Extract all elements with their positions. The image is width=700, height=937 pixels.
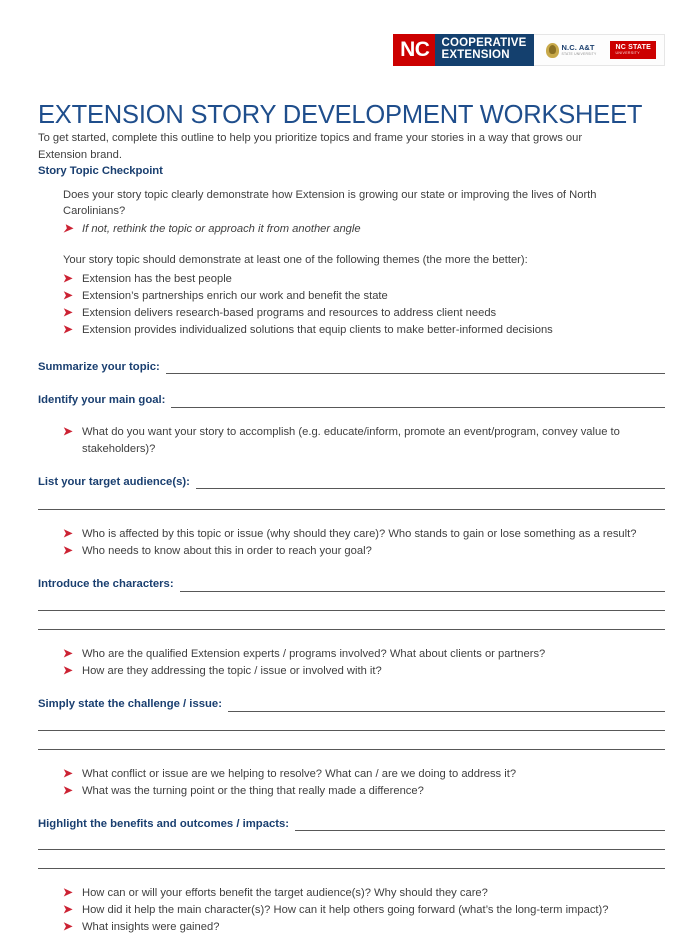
nc-at-logo — [546, 43, 597, 58]
field-introduce-characters[interactable] — [38, 578, 665, 592]
list-item-label: What was the turning point or the thing that really made a difference? — [82, 784, 424, 797]
field-summarize-topic[interactable] — [38, 361, 665, 375]
arrow-bullet-icon: ➤ — [63, 272, 73, 285]
write-in-line[interactable] — [180, 580, 665, 592]
benefits-prompt-list — [63, 885, 665, 936]
nc-logo-mark: NC — [393, 34, 435, 66]
nc-state-subtitle: UNIVERSITY — [615, 51, 641, 56]
field-label-summarize: Summarize your topic: — [38, 360, 160, 373]
partner-logos — [534, 34, 665, 66]
nc-state-logo — [610, 41, 656, 59]
list-item-label: Extension has the best people — [82, 272, 232, 285]
spacer — [38, 611, 665, 629]
write-in-line[interactable] — [171, 396, 665, 408]
arrow-bullet-icon: ➤ — [63, 223, 73, 236]
field-benefits-outcomes[interactable] — [38, 818, 665, 832]
spacer — [38, 489, 665, 509]
section-heading-story-topic-checkpoint: Story Topic Checkpoint — [38, 165, 163, 177]
write-in-line[interactable] — [295, 819, 665, 831]
list-item-label: Extension provides individualized solutions that equip clients to make better-informed decisions — [82, 323, 553, 336]
field-main-goal[interactable] — [38, 394, 665, 408]
list-item-label: Who is affected by this topic or issue (why should they care)? Who stands to gain or lose something as a result? — [82, 528, 637, 541]
spacer — [38, 592, 665, 610]
characters-prompt-list — [63, 646, 665, 680]
checkpoint-question: Does your story topic clearly demonstrate how Extension is growing our state or improving the lives of North Carolinians? — [63, 189, 597, 218]
field-label-challenge: Simply state the challenge / issue: — [38, 698, 222, 711]
list-item — [63, 783, 665, 800]
spacer — [38, 458, 665, 476]
list-item-label: Extension delivers research-based programs and resources to address client needs — [82, 306, 497, 319]
spacer — [38, 680, 665, 698]
arrow-bullet-icon: ➤ — [63, 784, 73, 797]
spacer — [63, 238, 665, 252]
arrow-bullet-icon: ➤ — [63, 921, 73, 934]
arrow-bullet-icon: ➤ — [63, 528, 73, 541]
nc-at-text — [562, 44, 597, 56]
goal-prompts — [38, 424, 665, 458]
challenge-prompt-list — [63, 766, 665, 800]
list-item — [63, 766, 665, 783]
challenge-prompts — [38, 766, 665, 800]
list-item-label: Who needs to know about this in order to reach your goal? — [82, 545, 372, 558]
list-item-label: What insights were gained? — [82, 921, 220, 934]
goal-prompt-list — [63, 424, 665, 458]
list-item-label: If not, rethink the topic or approach it from another angle — [82, 223, 361, 236]
write-in-line[interactable] — [196, 477, 665, 489]
list-item-label: Extension’s partnerships enrich our work and benefit the state — [82, 289, 388, 302]
list-item-label: How did it help the main character(s)? How can it help others going forward (what’s the long-term impact)? — [82, 904, 609, 917]
list-item-label: What do you want your story to accomplish (e.g. educate/inform, promote an event/program, convey value to stakeholders)? — [82, 425, 620, 455]
spacer — [38, 374, 665, 394]
bulldog-seal-icon — [546, 43, 559, 58]
list-item — [63, 305, 665, 322]
spacer — [38, 731, 665, 749]
spacer — [38, 712, 665, 730]
arrow-bullet-icon: ➤ — [63, 887, 73, 900]
arrow-bullet-icon: ➤ — [63, 306, 73, 319]
worksheet-content — [38, 165, 665, 936]
characters-prompts — [38, 646, 665, 680]
list-item-label: Who are the qualified Extension experts / programs involved? What about clients or partners? — [82, 648, 546, 661]
list-item-label: What conflict or issue are we helping to resolve? What can / are we doing to address it? — [82, 767, 517, 780]
list-item — [63, 271, 665, 288]
spacer — [38, 560, 665, 578]
spacer — [38, 800, 665, 818]
list-item — [63, 424, 665, 458]
list-item — [63, 322, 665, 339]
arrow-bullet-icon: ➤ — [63, 545, 73, 558]
spacer — [38, 408, 665, 424]
list-item — [63, 663, 665, 680]
logo-line-extension: EXTENSION — [441, 49, 510, 61]
spacer — [38, 869, 665, 885]
arrow-bullet-icon: ➤ — [63, 904, 73, 917]
arrow-bullet-icon: ➤ — [63, 323, 73, 336]
cooperative-extension-wordmark — [435, 34, 533, 66]
spacer — [38, 850, 665, 868]
spacer — [38, 831, 665, 849]
arrow-bullet-icon: ➤ — [63, 767, 73, 780]
list-item — [63, 646, 665, 663]
list-item — [63, 919, 665, 936]
arrow-bullet-icon: ➤ — [63, 289, 73, 302]
arrow-bullet-icon: ➤ — [63, 648, 73, 661]
benefits-prompts — [38, 885, 665, 936]
field-target-audience[interactable] — [38, 476, 665, 490]
page-title: EXTENSION STORY DEVELOPMENT WORKSHEET — [38, 101, 643, 130]
intro-paragraph: To get started, complete this outline to help you prioritize topics and frame your stories in a way that grows our Extension brand. — [38, 132, 583, 161]
field-label-audience: List your target audience(s): — [38, 475, 190, 488]
audience-prompt-list — [63, 526, 665, 560]
nc-at-name: N.C. A&T — [561, 43, 595, 53]
nc-cooperative-extension-logo — [393, 34, 665, 66]
list-item — [63, 885, 665, 902]
list-item-label: How are they addressing the topic / issue or involved with it? — [82, 665, 382, 678]
field-label-benefits: Highlight the benefits and outcomes / impacts: — [38, 817, 290, 830]
audience-prompts — [38, 526, 665, 560]
arrow-bullet-icon: ➤ — [63, 425, 73, 438]
write-in-line[interactable] — [228, 700, 665, 712]
list-item — [63, 221, 665, 238]
list-item-label: How can or will your efforts benefit the target audience(s)? Why should they care? — [82, 887, 488, 900]
field-challenge-issue[interactable] — [38, 698, 665, 712]
checkpoint-body — [38, 187, 665, 339]
themes-list — [63, 271, 665, 339]
arrow-bullet-icon: ➤ — [63, 665, 73, 678]
logo-line-cooperative: COOPERATIVE — [441, 37, 527, 50]
spacer — [38, 750, 665, 766]
list-item — [63, 288, 665, 305]
field-label-goal: Identify your main goal: — [38, 394, 166, 407]
checkpoint-note-list — [63, 221, 665, 238]
nc-state-name: NC STATE — [615, 43, 651, 51]
spacer — [38, 510, 665, 526]
field-label-characters: Introduce the characters: — [38, 578, 174, 591]
list-item — [63, 526, 665, 543]
write-in-line[interactable] — [166, 362, 665, 374]
spacer — [38, 339, 665, 361]
spacer — [38, 630, 665, 646]
nc-at-subtitle: STATE UNIVERSITY — [561, 51, 597, 56]
themes-intro: Your story topic should demonstrate at least one of the following themes (the more the better): — [63, 254, 528, 267]
list-item — [63, 543, 665, 560]
